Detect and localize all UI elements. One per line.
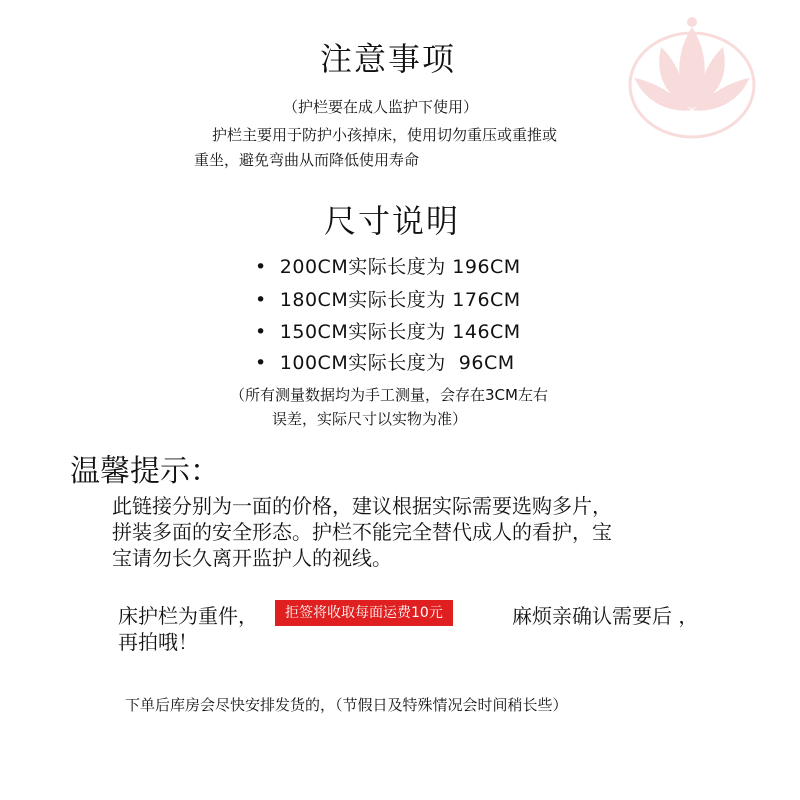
lotus-logo-icon [622, 10, 762, 140]
size-note-line-1: （所有测量数据均为手工测量，会存在3CM左右 [230, 386, 548, 404]
size-item: • 180CM实际长度为 176CM [255, 289, 521, 311]
notice-title: 注意事项 [320, 40, 457, 78]
size-item: • 100CM实际长度为 96CM [255, 352, 515, 374]
weight-line-2: 再拍哦！ [118, 630, 198, 654]
size-item: • 200CM实际长度为 196CM [255, 256, 521, 278]
notice-subtitle: （护栏要在成人监护下使用） [283, 98, 479, 116]
weight-prefix: 床护栏为重件， [118, 604, 258, 628]
size-note-line-2: 误差，实际尺寸以实物为准） [272, 410, 468, 428]
weight-suffix: 麻烦亲确认需要后 ， [512, 604, 699, 628]
size-item-text: 200CM实际长度为 196CM [279, 256, 521, 278]
tips-title: 温馨提示： [70, 454, 220, 489]
size-item: • 150CM实际长度为 146CM [255, 321, 521, 343]
notice-line-1: 护栏主要用于防护小孩掉床，使用切勿重压或重推或 [212, 126, 558, 144]
size-title: 尺寸说明 [324, 202, 461, 240]
size-item-text: 150CM实际长度为 146CM [279, 321, 521, 343]
tips-para-line-1: 此链接分别为一面的价格，建议根据实际需要选购多片， [112, 494, 612, 518]
notice-line-2: 重坐，避免弯曲从而降低使用寿命 [194, 151, 420, 169]
size-item-text: 180CM实际长度为 176CM [279, 289, 521, 311]
tips-para-line-3: 宝请勿长久离开监护人的视线。 [112, 546, 392, 570]
shipping-fee-highlight: 拒签将收取每面运费10元 [275, 600, 453, 626]
shipping-note: 下单后库房会尽快安排发货的，（节假日及特殊情况会时间稍长些） [125, 696, 568, 714]
tips-para-line-2: 拼装多面的安全形态。护栏不能完全替代成人的看护，宝 [112, 520, 612, 544]
size-item-text: 100CM实际长度为 96CM [279, 352, 515, 374]
